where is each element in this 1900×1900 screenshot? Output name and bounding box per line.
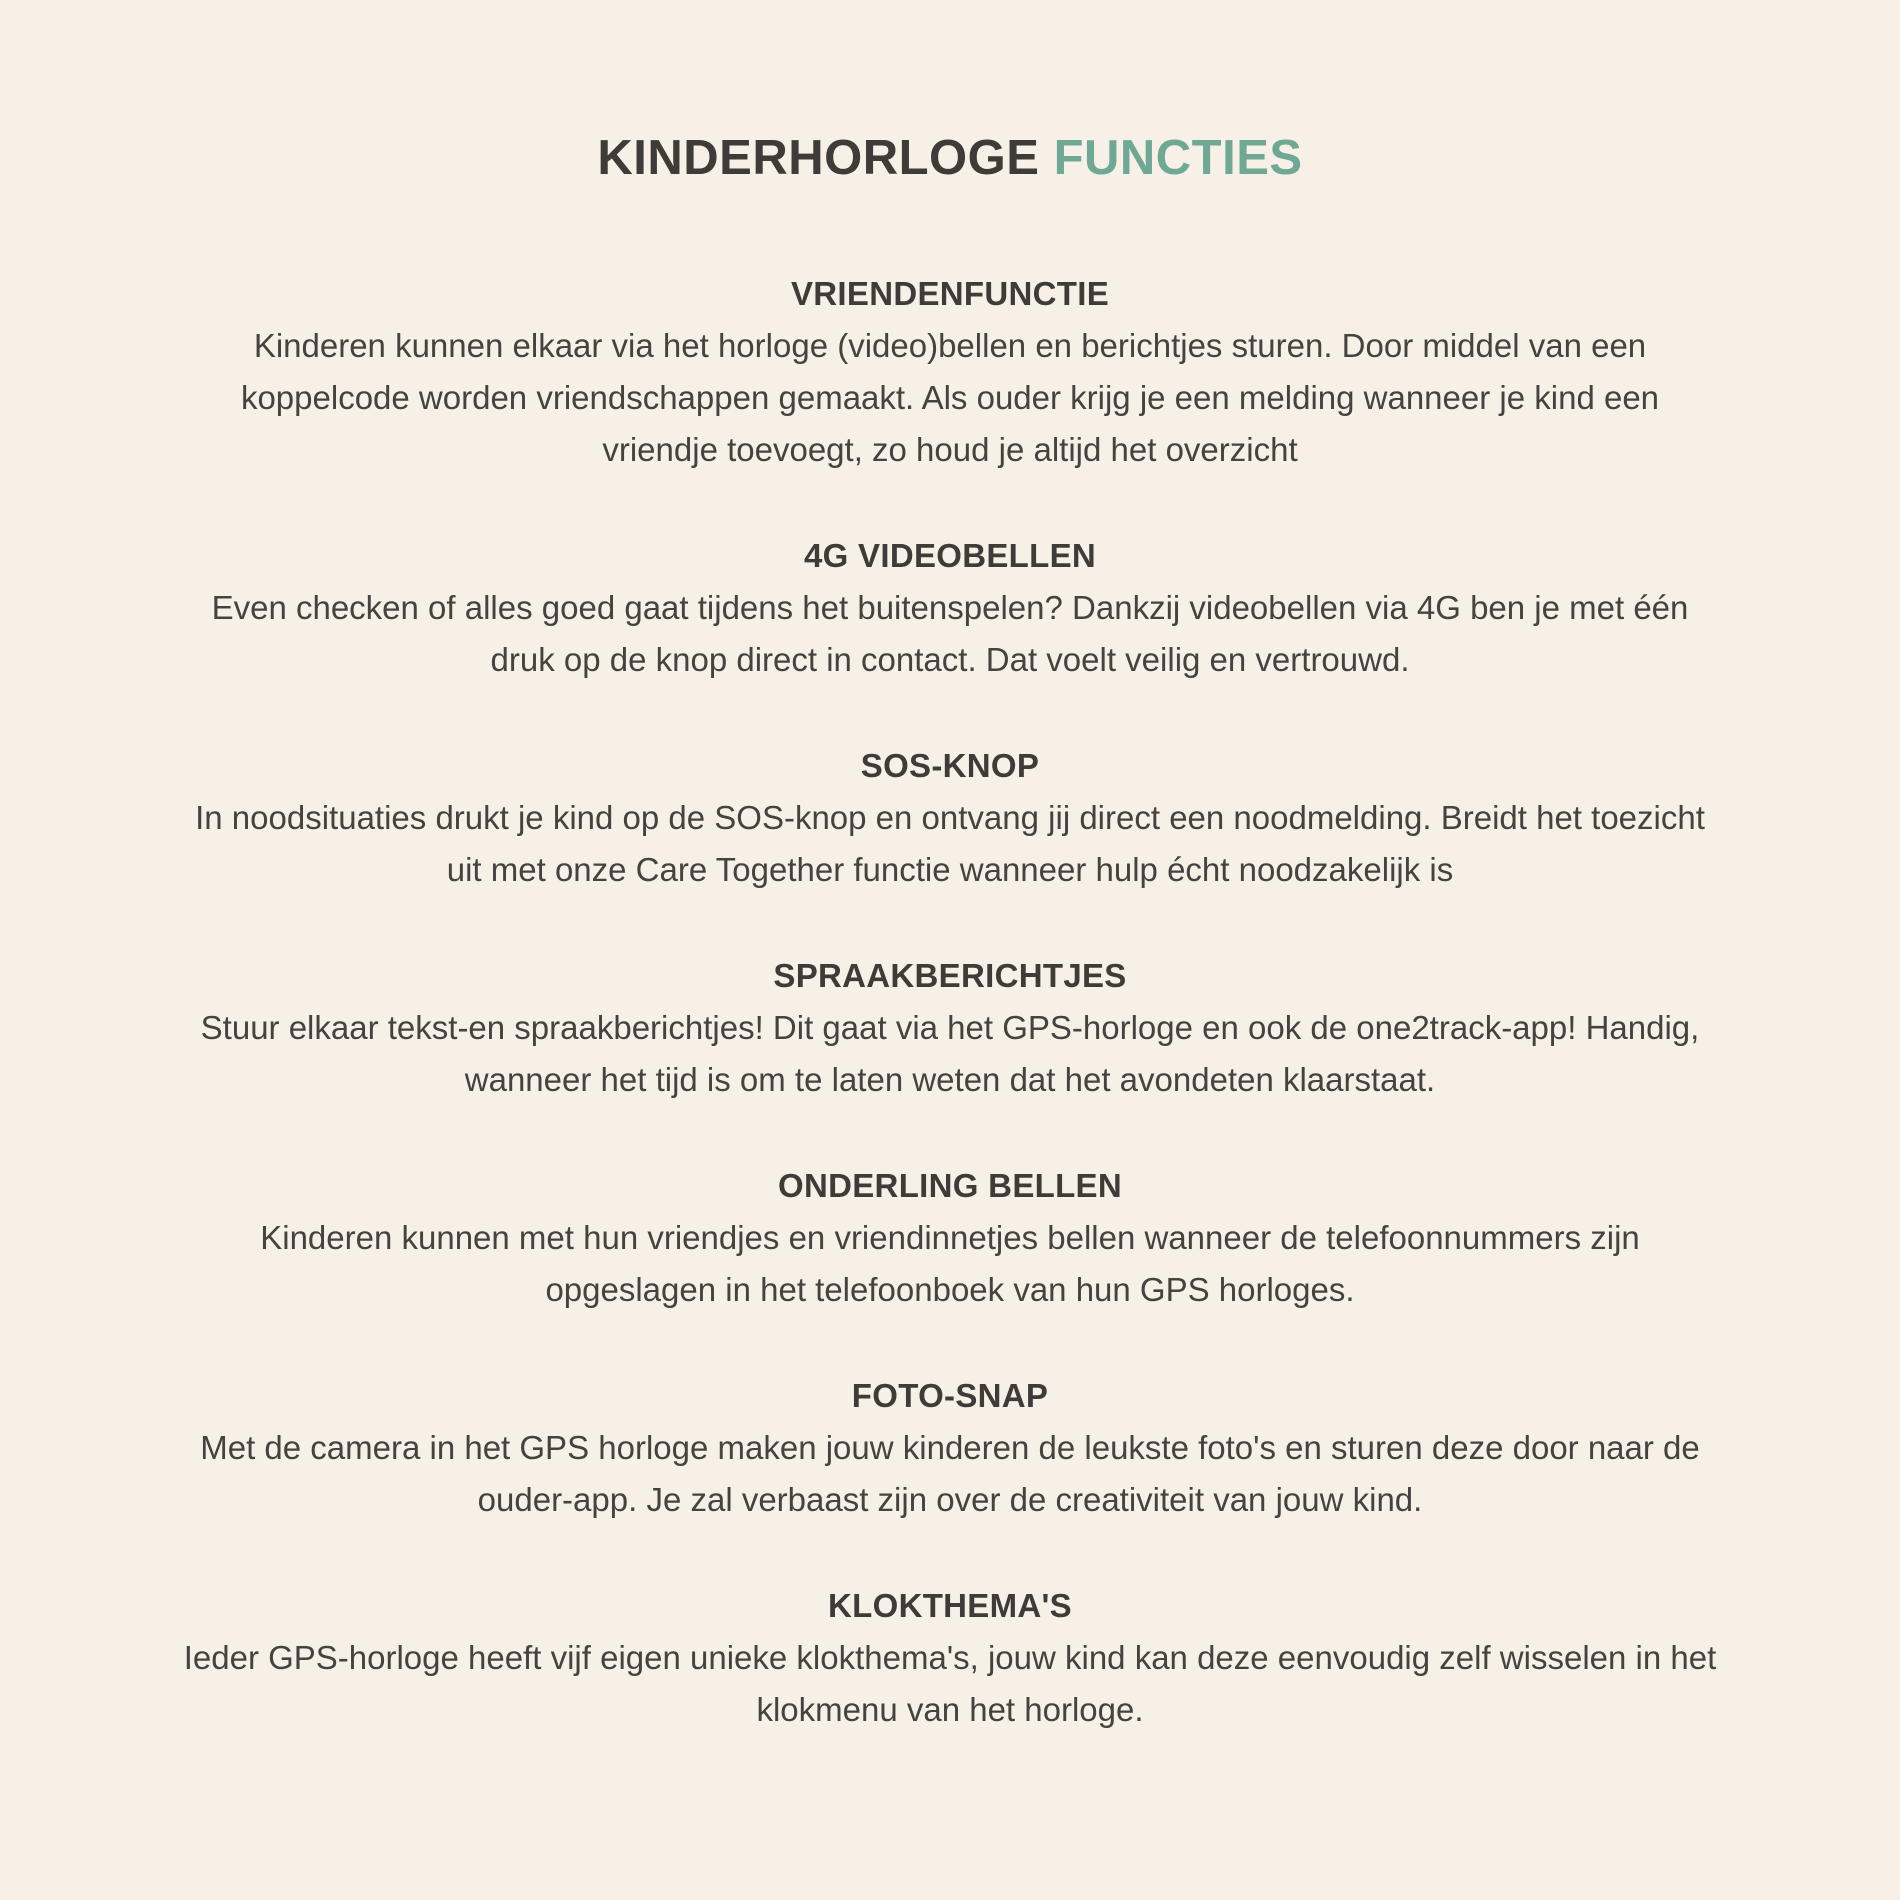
feature-title: FOTO-SNAP [851,1377,1049,1414]
feature-sos-knop [180,740,1720,896]
feature-description: Met de camera in het GPS horloge maken jouw kinderen de leukste foto's en sturen deze door naar de ouder-app. Je zal verbaast zijn over de creativiteit van jouw kind. [200,1429,1700,1518]
feature-description: Even checken of alles goed gaat tijdens het buitenspelen? Dankzij videobellen via 4G ben je met één druk op de knop direct in contact. Dat voelt veilig en vertrouwd. [211,589,1689,678]
feature-foto-snap [180,1370,1720,1526]
feature-title: 4G VIDEOBELLEN [803,537,1097,574]
feature-description: Ieder GPS-horloge heeft vijf eigen unieke klokthema's, jouw kind kan deze eenvoudig zelf wisselen in het klokmenu van het horloge. [183,1639,1717,1728]
feature-description: Kinderen kunnen met hun vriendjes en vriendinnetjes bellen wanneer de telefoonnummers zijn opgeslagen in het telefoonboek van hun GPS horloges. [260,1219,1640,1308]
page-title-main: KINDERHORLOGE [597,131,1040,185]
feature-description: Kinderen kunnen elkaar via het horloge (video)bellen en berichtjes sturen. Door middel van een koppelcode worden vriendschappen gemaakt. Als ouder krijg je een melding wanneer je kind een vriendje toevoegt, zo houd je altijd het overzicht [240,327,1660,468]
feature-4g-videobellen [180,530,1720,686]
feature-klokthemas [180,1580,1720,1736]
feature-title: SPRAAKBERICHTJES [773,957,1127,994]
feature-description: Stuur elkaar tekst-en spraakberichtjes! Dit gaat via het GPS-horloge en ook de one2track-app! Handig, wanneer het tijd is om te laten weten dat het avondeten klaarstaat. [200,1009,1700,1098]
feature-title: VRIENDENFUNCTIE [790,275,1110,312]
feature-list [180,268,1720,1790]
feature-description: In noodsituaties drukt je kind op de SOS-knop en ontvang jij direct een noodmelding. Breidt het toezicht uit met onze Care Together functie wanneer hulp écht noodzakelijk is [195,799,1705,888]
feature-spraakberichtjes [180,950,1720,1106]
page-title [0,128,1900,188]
feature-title: SOS-KNOP [860,747,1040,784]
feature-title: ONDERLING BELLEN [778,1167,1122,1204]
feature-title: KLOKTHEMA'S [828,1587,1072,1624]
feature-onderling-bellen [180,1160,1720,1316]
page-title-accent: FUNCTIES [1053,131,1303,185]
feature-vriendenfunctie [180,268,1720,476]
